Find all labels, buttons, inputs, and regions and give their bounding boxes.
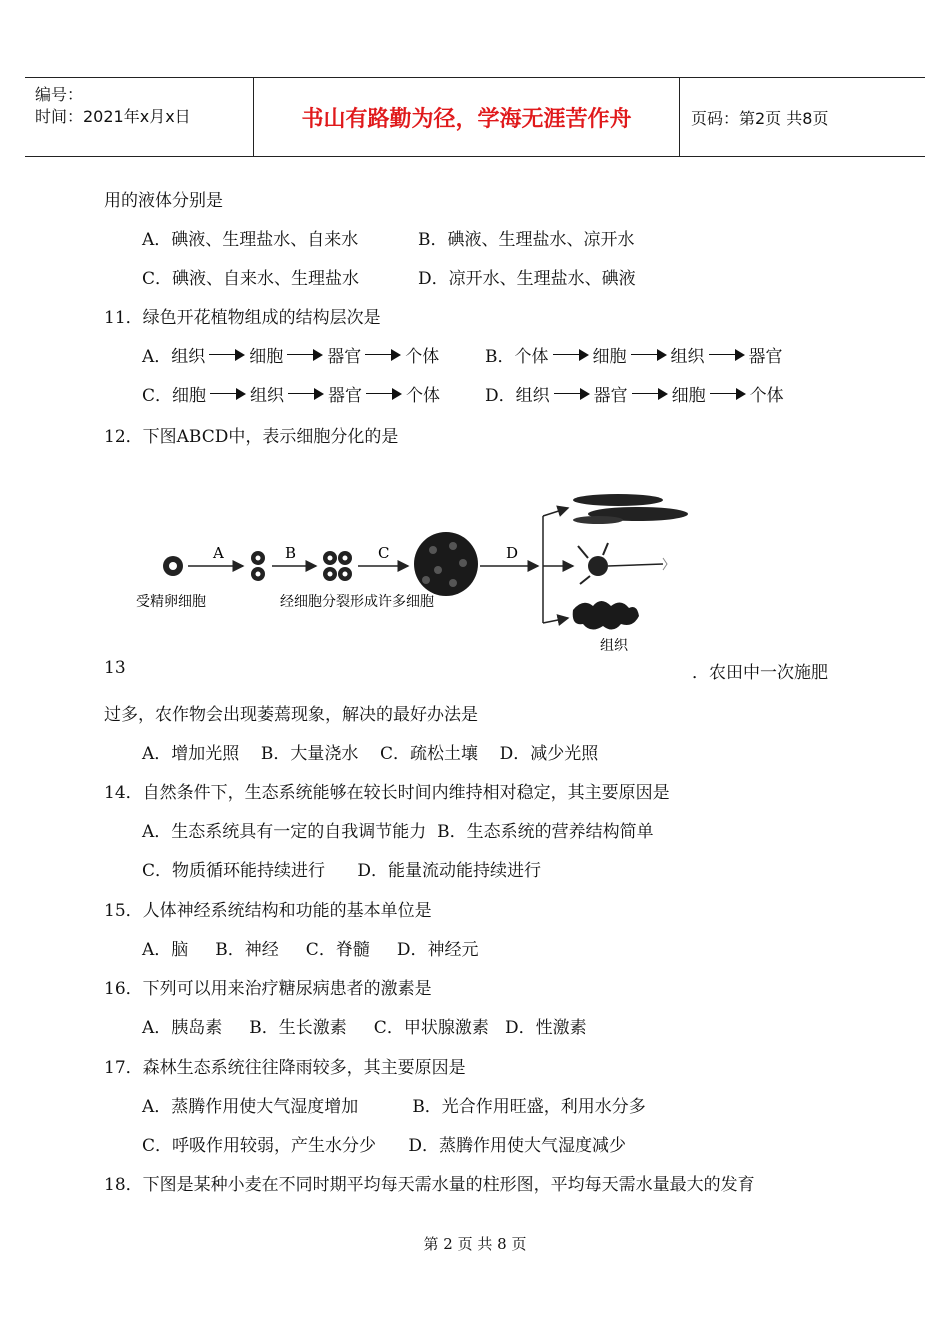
label-c: C	[378, 544, 390, 562]
q14-options-cd: C．物质循环能持续进行 D．能量流动能持续进行	[142, 861, 542, 881]
q10-continuation: 用的液体分别是	[104, 191, 223, 211]
arrow-icon	[209, 348, 245, 362]
q11-c-step: C．细胞	[142, 386, 207, 406]
q17-options-cd: C．呼吸作用较弱，产生水分少 D．蒸腾作用使大气湿度减少	[142, 1136, 627, 1156]
q13-number: 13	[104, 658, 126, 678]
arrow-icon	[287, 348, 323, 362]
arrow-icon	[631, 348, 667, 362]
q13-stem-cont: 过多，农作物会出现萎蔫现象，解决的最好办法是	[104, 705, 478, 725]
arrow-icon	[210, 387, 246, 401]
q11-option-c	[142, 381, 440, 406]
page-header	[25, 77, 925, 157]
q15-stem: 15．人体神经系统结构和功能的基本单位是	[104, 901, 432, 921]
arrow-icon	[288, 387, 324, 401]
tissue-label: 组织	[600, 638, 628, 654]
q11-a-step: 个体	[405, 347, 440, 367]
q11-a-step: 细胞	[249, 347, 284, 367]
q11-stem: 11．绿色开花植物组成的结构层次是	[104, 308, 381, 328]
q10-option-d: D．凉开水、生理盐水、碘液	[418, 269, 636, 289]
arrow-icon	[553, 348, 589, 362]
q11-b-step: 细胞	[592, 347, 627, 367]
page-footer: 第 2 页 共 8 页	[423, 1235, 527, 1253]
q11-b-step: 组织	[670, 347, 705, 367]
q10-option-c: C．碘液、自来水、生理盐水	[142, 269, 360, 289]
header-meta	[35, 84, 191, 128]
q11-d-step: 细胞	[671, 386, 706, 406]
q11-a-step: A．组织	[142, 347, 206, 367]
q11-d-step: 器官	[593, 386, 628, 406]
q11-c-step: 组织	[250, 386, 285, 406]
arrow-icon	[709, 348, 745, 362]
arrow-icon	[365, 348, 401, 362]
label-d: D	[506, 544, 519, 562]
q18-stem: 18．下图是某种小麦在不同时期平均每天需水量的柱形图，平均每天需水量最大的发育	[104, 1175, 755, 1195]
arrow-icon	[632, 387, 668, 401]
muscle-tissue-icon	[573, 494, 688, 524]
q10-option-a: A．碘液、生理盐水、自来水	[142, 230, 359, 250]
arrow-icon	[366, 387, 402, 401]
nerve-cell-icon	[578, 543, 667, 584]
q11-option-d	[485, 381, 784, 406]
q16-options: A．胰岛素 B．生长激素 C．甲状腺激素 D．性激素	[142, 1018, 587, 1038]
q11-c-step: 个体	[406, 386, 441, 406]
arrow-icon	[710, 387, 746, 401]
arrow-icon	[543, 508, 568, 516]
q16-stem: 16．下列可以用来治疗糖尿病患者的激素是	[104, 979, 432, 999]
q17-options-ab: A．蒸腾作用使大气湿度增加 B．光合作用旺盛，利用水分多	[142, 1097, 646, 1117]
q17-stem: 17．森林生态系统往往降雨较多，其主要原因是	[104, 1058, 466, 1078]
q15-options: A．脑 B．神经 C．脊髓 D．神经元	[142, 940, 479, 960]
epithelial-tissue-icon	[573, 601, 639, 630]
q11-c-step: 器官	[328, 386, 363, 406]
arrow-icon	[554, 387, 590, 401]
q11-a-step: 器官	[327, 347, 362, 367]
header-divider	[679, 78, 680, 156]
time-label: 时间：2021年x月x日	[35, 107, 191, 126]
division-label: 经细胞分裂形成许多细胞	[280, 594, 434, 610]
label-a: A	[213, 544, 224, 562]
q11-d-step: 个体	[749, 386, 784, 406]
q13-stem-tail: ．农田中一次施肥	[692, 663, 828, 683]
two-cells-icon	[251, 551, 265, 581]
header-page-label: 页码：第2页 共8页	[691, 109, 829, 128]
q11-option-b	[485, 342, 783, 367]
cell-mass-icon	[414, 532, 478, 596]
q14-stem: 14．自然条件下，生态系统能够在较长时间内维持相对稳定，其主要原因是	[104, 783, 670, 803]
q14-options-ab: A．生态系统具有一定的自我调节能力 B．生态系统的营养结构简单	[142, 822, 654, 842]
q12-stem: 12．下图ABCD中，表示细胞分化的是	[104, 427, 399, 447]
header-motto: 书山有路勤为径，学海无涯苦作舟	[301, 106, 632, 132]
arrow-icon	[543, 618, 568, 623]
q11-d-step: D．组织	[485, 386, 550, 406]
cell-division-diagram	[128, 488, 688, 658]
fertilized-egg-label: 受精卵细胞	[136, 594, 206, 610]
q11-b-step: B．个体	[485, 347, 549, 367]
q13-options: A．增加光照 B．大量浇水 C．疏松土壤 D．减少光照	[142, 744, 599, 764]
code-label: 编号：	[35, 85, 84, 104]
four-cells-icon	[323, 551, 352, 581]
label-b: B	[285, 544, 297, 562]
q10-option-b: B．碘液、生理盐水、凉开水	[418, 230, 635, 250]
q11-b-step: 器官	[748, 347, 783, 367]
fertilized-egg-icon	[163, 556, 183, 576]
q11-option-a	[142, 342, 439, 367]
